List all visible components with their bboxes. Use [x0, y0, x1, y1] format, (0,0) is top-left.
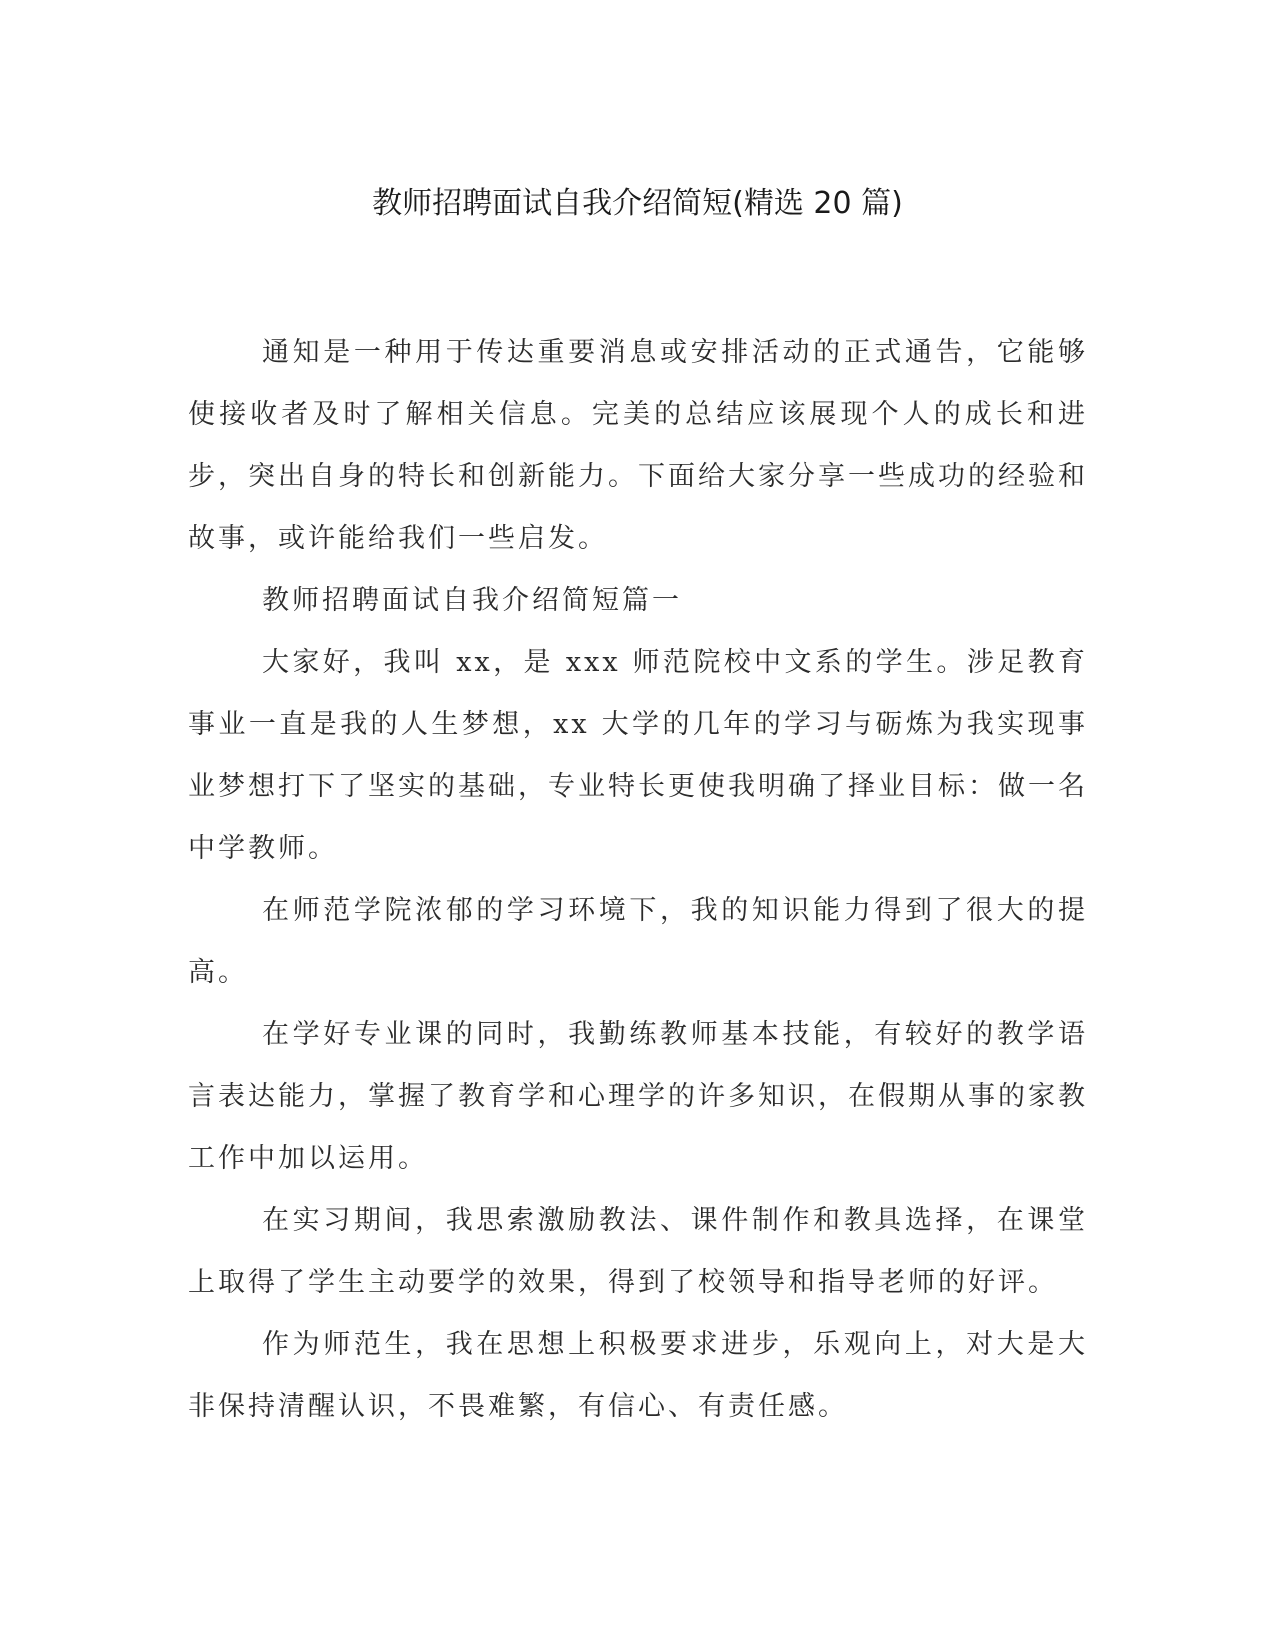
paragraph: 在师范学院浓郁的学习环境下，我的知识能力得到了很大的提高。 — [188, 895, 1088, 988]
document-body — [188, 322, 1088, 1438]
section-heading: 教师招聘面试自我介绍简短篇一 — [262, 585, 682, 616]
paragraph: 在实习期间，我思索激励教法、课件制作和教具选择，在课堂上取得了学生主动要学的效果，得到了校领导和指导老师的好评。 — [188, 1205, 1088, 1298]
paragraph-intro: 通知是一种用于传达重要消息或安排活动的正式通告，它能够使接收者及时了解相关信息。完美的总结应该展现个人的成长和进步，突出自身的特长和创新能力。下面给大家分享一些成功的经验和故事，或许能给我们一些启发。 — [188, 337, 1088, 554]
paragraph: 作为师范生，我在思想上积极要求进步，乐观向上，对大是大非保持清醒认识，不畏难繁，有信心、有责任感。 — [188, 1329, 1088, 1422]
document-title: 教师招聘面试自我介绍简短(精选 20 篇) — [372, 186, 903, 221]
paragraph: 大家好，我叫 xx，是 xxx 师范院校中文系的学生。涉足教育事业一直是我的人生梦想，xx 大学的几年的学习与砺炼为我实现事业梦想打下了坚实的基础，专业特长更使我明确了择业目标：做一名中学教师。 — [188, 647, 1088, 864]
paragraph: 在学好专业课的同时，我勤练教师基本技能，有较好的教学语言表达能力，掌握了教育学和心理学的许多知识，在假期从事的家教工作中加以运用。 — [188, 1019, 1088, 1174]
